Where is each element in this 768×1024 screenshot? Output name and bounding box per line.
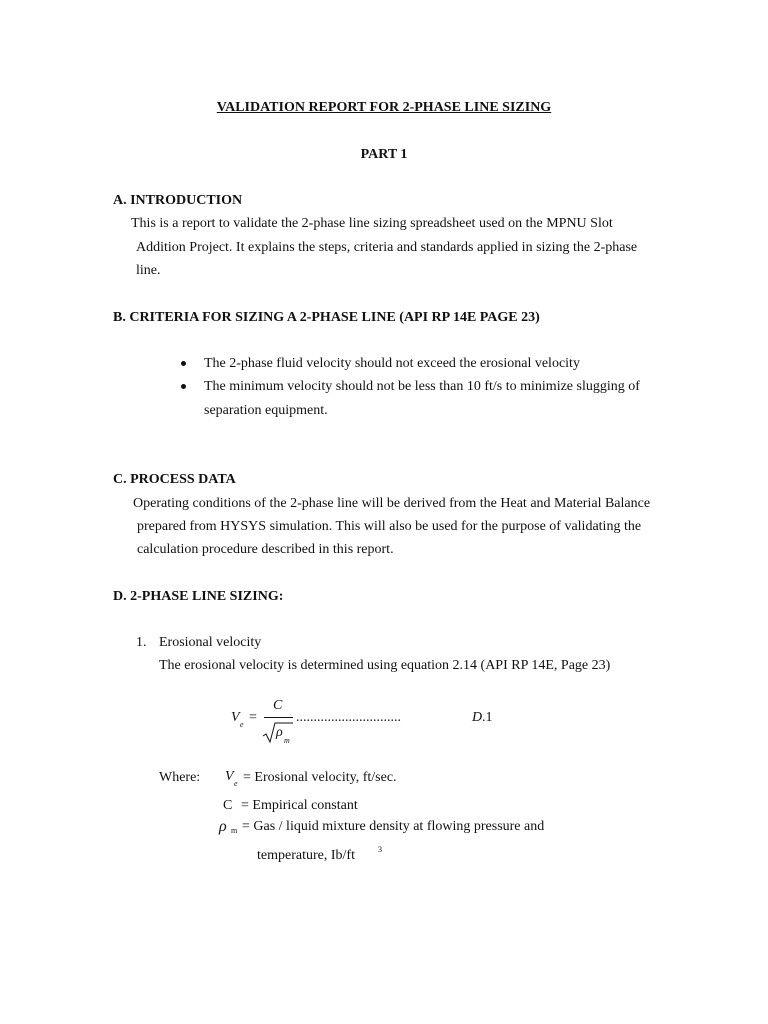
item-number: 1. bbox=[136, 635, 147, 650]
eq-dots: .............................. bbox=[296, 710, 401, 725]
def-c-text: = Empirical constant bbox=[241, 798, 358, 813]
process-heading: C. PROCESS DATA bbox=[113, 472, 236, 487]
def-rho-text: = Gas / liquid mixture density at flowing pressure and bbox=[242, 819, 545, 834]
fraction-bar bbox=[264, 717, 293, 718]
def-ve-sub: e bbox=[234, 779, 238, 788]
def-ve-var: V bbox=[225, 769, 234, 784]
def-rho-sub: m bbox=[231, 826, 238, 835]
criteria-bullet-2-cont: separation equipment. bbox=[204, 403, 328, 418]
intro-line-1: This is a report to validate the 2-phase line sizing spreadsheet used on the MPNU Slot bbox=[131, 216, 613, 231]
document-title: VALIDATION REPORT FOR 2-PHASE LINE SIZING bbox=[216, 100, 552, 115]
process-line-3: calculation procedure described in this report. bbox=[137, 542, 394, 557]
eq-ref-letter: D bbox=[472, 710, 483, 725]
process-line-1: Operating conditions of the 2-phase line will be derived from the Heat and Material Balance bbox=[133, 496, 651, 511]
criteria-bullet-1: The 2-phase fluid velocity should not exceed the erosional velocity bbox=[204, 356, 580, 371]
intro-line-3: line. bbox=[136, 263, 161, 278]
part-label: PART 1 bbox=[360, 147, 408, 162]
where-label: Where: bbox=[159, 770, 201, 785]
eq-den-sub: m bbox=[284, 736, 290, 745]
process-line-2: prepared from HYSYS simulation. This will also be used for the purpose of validating the bbox=[137, 519, 642, 534]
eq-den-var: ρ bbox=[276, 725, 283, 740]
intro-heading: A. INTRODUCTION bbox=[113, 193, 243, 208]
def-c-var: C bbox=[223, 798, 233, 813]
eq-equals: = bbox=[249, 710, 257, 725]
def-ve-text: = Erosional velocity, ft/sec. bbox=[243, 770, 397, 785]
bullet-icon bbox=[181, 361, 186, 366]
eq-ref-number: .1 bbox=[482, 710, 493, 725]
item-description: The erosional velocity is determined using equation 2.14 (API RP 14E, Page 23) bbox=[159, 658, 611, 673]
sizing-heading: D. 2-PHASE LINE SIZING: bbox=[113, 589, 284, 604]
def-rho-text-cont: temperature, Ib/ft bbox=[257, 848, 355, 863]
eq-lhs-var: V bbox=[231, 710, 240, 725]
eq-numerator: C bbox=[273, 698, 283, 713]
def-rho-superscript: 3 bbox=[378, 845, 382, 854]
eq-lhs-sub: e bbox=[240, 720, 244, 729]
criteria-heading: B. CRITERIA FOR SIZING A 2-PHASE LINE (API RP 14E PAGE 23) bbox=[113, 310, 540, 325]
def-rho-var: ρ bbox=[219, 818, 227, 835]
criteria-bullet-2: The minimum velocity should not be less than 10 ft/s to minimize slugging of bbox=[204, 379, 640, 394]
item-title: Erosional velocity bbox=[159, 635, 262, 650]
intro-line-2: Addition Project. It explains the steps, criteria and standards applied in sizing the 2-phase bbox=[136, 240, 638, 255]
bullet-icon bbox=[181, 384, 186, 389]
